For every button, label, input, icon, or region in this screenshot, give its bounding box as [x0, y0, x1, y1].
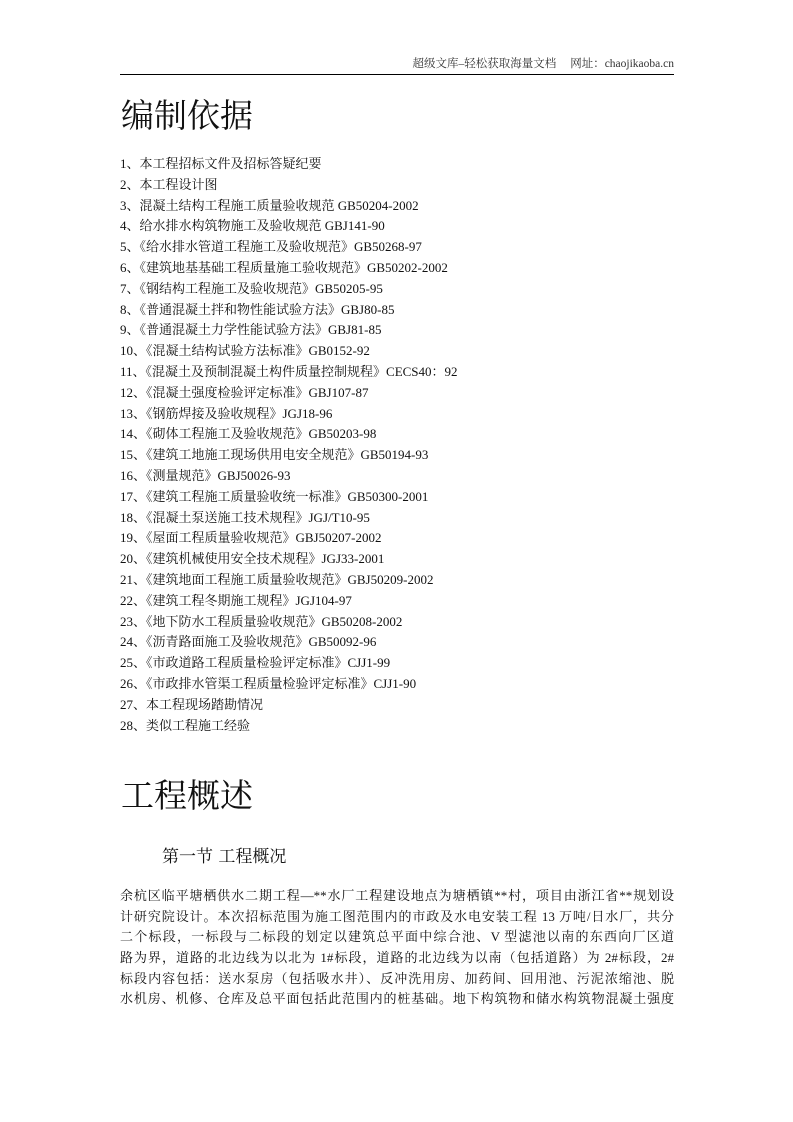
- list-item: 9、《普通混凝土力学性能试验方法》GBJ81-85: [120, 322, 382, 338]
- list-item: 17、《建筑工程施工质量验收统一标准》GB50300-2001: [120, 488, 429, 504]
- list-item: 2、本工程设计图: [120, 176, 218, 192]
- paragraph-line: 水机房、机修、仓库及总平面包括此范围内的桩基础。地下构筑物和储水构筑物混凝土强度: [120, 991, 674, 1007]
- list-item: 4、给水排水构筑物施工及验收规范 GBJ141-90: [120, 218, 385, 234]
- section-title-compilation-basis: 编制依据: [121, 96, 253, 135]
- project-summary-paragraph: [120, 886, 674, 1010]
- list-item: 19、《屋面工程质量验收规范》GBJ50207-2002: [120, 530, 382, 546]
- paragraph-line: 二个标段，一标段与二标段的划定以建筑总平面中综合池、V 型滤池以南的东西向厂区道: [120, 929, 674, 945]
- list-item: 15、《建筑工地施工现场供用电安全规范》GB50194-93: [120, 447, 429, 463]
- list-item: 18、《混凝土泵送施工技术规程》JGJ/T10-95: [120, 509, 370, 525]
- paragraph-line: 余杭区临平塘栖供水二期工程—**水厂工程建设地点为塘栖镇**村，项目由浙江省**规划设: [120, 888, 674, 903]
- list-item: 14、《砌体工程施工及验收规范》GB50203-98: [120, 426, 377, 442]
- list-item: 23、《地下防水工程质量验收规范》GB50208-2002: [120, 613, 403, 629]
- paragraph-line: 计研究院设计。本次招标范围为施工图范围内的市政及水电安装工程 13 万吨/日水厂，共分: [120, 908, 674, 924]
- list-item: 6、《建筑地基基础工程质量施工验收规范》GB50202-2002: [120, 259, 448, 275]
- subsection-title-project-summary: 第一节 工程概况: [162, 847, 287, 867]
- list-item: 28、类似工程施工经验: [120, 717, 251, 733]
- list-item: 8、《普通混凝土拌和物性能试验方法》GBJ80-85: [120, 301, 395, 317]
- list-item: 16、《测量规范》GBJ50026-93: [120, 467, 291, 483]
- list-item: 22、《建筑工程冬期施工规程》JGJ104-97: [120, 592, 352, 608]
- list-item: 10、《混凝土结构试验方法标准》GB0152-92: [120, 343, 370, 359]
- paragraph-line: 路为界，道路的北边线为以北为 1#标段，道路的北边线为以南（包括道路）为 2#标段，2#: [120, 950, 674, 966]
- list-item: 27、本工程现场踏勘情况: [120, 696, 264, 712]
- page-header: [120, 56, 674, 75]
- list-item: 11、《混凝土及预制混凝土构件质量控制规程》CECS40：92: [120, 363, 458, 379]
- reference-standards-list: [120, 154, 458, 736]
- list-item: 25、《市政道路工程质量检验评定标准》CJJ1-99: [120, 655, 391, 671]
- list-item: 20、《建筑机械使用安全技术规程》JGJ33-2001: [120, 551, 385, 567]
- list-item: 1、本工程招标文件及招标答疑纪要: [120, 156, 322, 171]
- header-url-label: 网址：chaojikaoba.cn: [570, 58, 674, 70]
- list-item: 21、《建筑地面工程施工质量验收规范》GBJ50209-2002: [120, 571, 434, 587]
- list-item: 7、《钢结构工程施工及验收规范》GB50205-95: [120, 280, 383, 296]
- header-site-label: 超级文库–轻松获取海量文档: [412, 58, 557, 70]
- list-item: 24、《沥青路面施工及验收规范》GB50092-96: [120, 634, 377, 650]
- list-item: 26、《市政排水管渠工程质量检验评定标准》CJJ1-90: [120, 675, 417, 691]
- list-item: 3、混凝土结构工程施工质量验收规范 GB50204-2002: [120, 197, 419, 213]
- paragraph-line: 标段内容包括：送水泵房（包括吸水井）、反冲洗用房、加药间、回用池、污泥浓缩池、脱: [120, 970, 674, 986]
- list-item: 13、《钢筋焊接及验收规程》JGJ18-96: [120, 405, 333, 421]
- section-title-project-overview: 工程概述: [121, 776, 253, 815]
- list-item: 5、《给水排水管道工程施工及验收规范》GB50268-97: [120, 239, 422, 255]
- list-item: 12、《混凝土强度检验评定标准》GBJ107-87: [120, 384, 369, 400]
